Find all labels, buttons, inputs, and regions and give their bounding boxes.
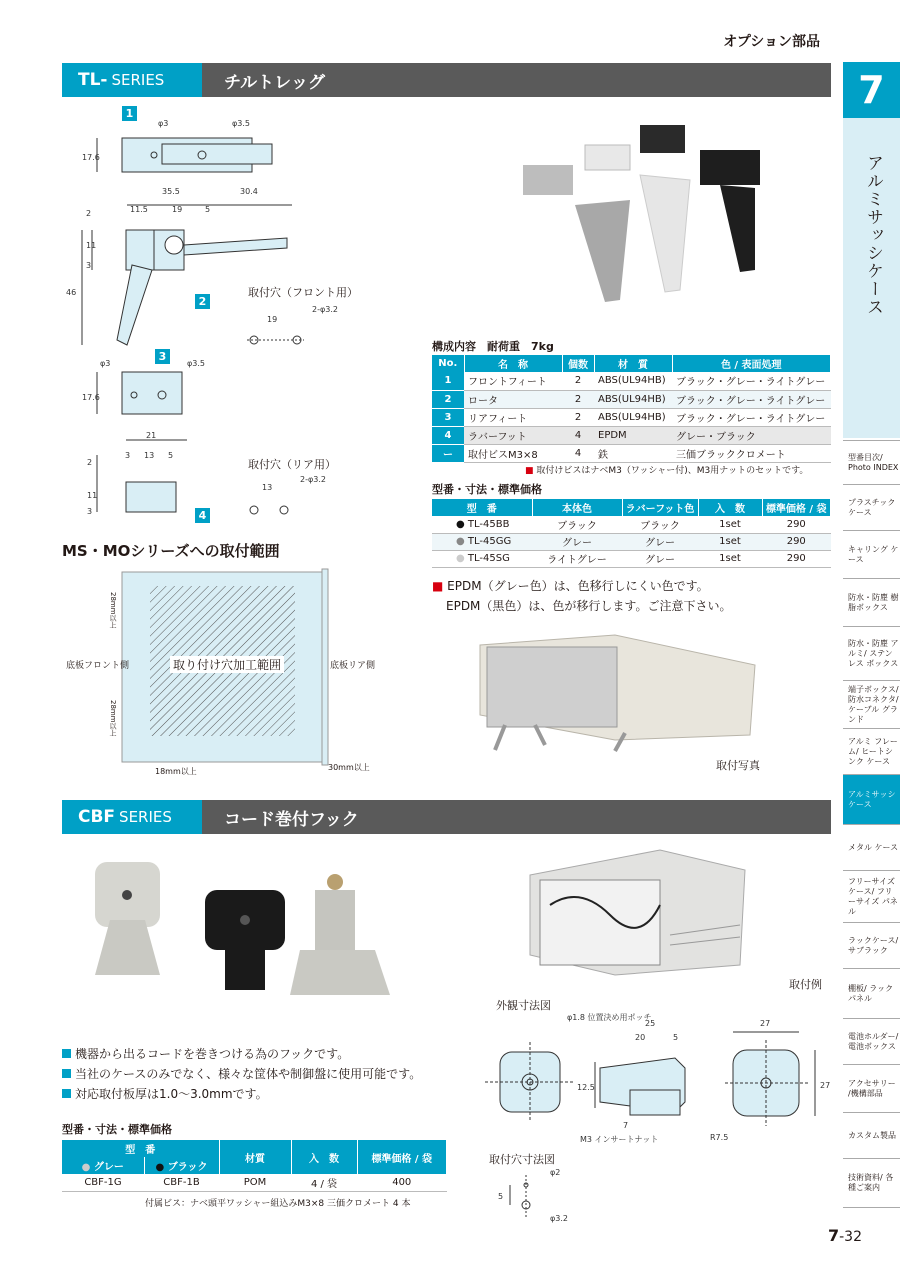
range-w-left-dim: 18mm以上 [155, 767, 197, 776]
nav-plastic-case[interactable]: プラスチック ケース [843, 484, 900, 530]
dim-rear-pitch: 13 [262, 483, 273, 492]
hole-dim-title: 取付穴寸法図 [489, 1153, 555, 1166]
spec-h-qty: 個数 [562, 355, 594, 372]
nav-battery[interactable]: 電池ホルダー/ 電池ボックス [843, 1018, 900, 1064]
range-center-label: 取り付け穴加工範囲 [170, 656, 284, 673]
nav-accessory[interactable]: アクセサリー /機構部品 [843, 1064, 900, 1112]
nav-technical[interactable]: 技術資料/ 各種ご案内 [843, 1158, 900, 1208]
nav-aluminum-sash[interactable]: アルミサッシ ケース [843, 774, 900, 824]
dim-d2-a: 11.5 [130, 205, 148, 214]
table-row: ● TL-45GG グレー グレー 1set 290 [432, 533, 831, 550]
installation-photo [465, 615, 765, 755]
callout-1: 1 [122, 106, 137, 121]
price-header-row: 型 番 本体色 ラバーフット色 入 数 標準価格 / 袋 [432, 499, 831, 516]
table-row: 2 ロータ 2 ABS(UL94HB) ブラック・グレー・ライトグレー [432, 390, 831, 408]
dim-w25: 25 [645, 1019, 656, 1028]
tl-product-photo [515, 120, 815, 320]
dim-w7: 7 [623, 1121, 629, 1130]
page-category: オプション部品 [723, 34, 820, 50]
dim-d1-a: φ3 [158, 119, 169, 128]
range-top-dim: 28mm以上 [109, 592, 117, 629]
dim-d1-b: φ3.5 [232, 119, 250, 128]
dim-d32: φ3.2 [550, 1214, 568, 1223]
epdm-note-2: EPDM（黒色）は、色が移行します。ご注意下さい。 [446, 599, 732, 613]
spec-note: ■ 取付けビスはナベM3（ワッシャー付)、M3用ナットのセットです。 [525, 466, 809, 476]
spec-h-material: 材 質 [594, 355, 672, 372]
range-right-label: 底板リア側 [330, 661, 376, 671]
tl-dimension-drawings [62, 100, 432, 540]
dim-w27: 27 [760, 1019, 771, 1028]
dim-d2-h3: 3 [86, 261, 92, 270]
spec-h-color: 色 / 表面処理 [672, 355, 831, 372]
spec-h-no: No. [432, 355, 464, 372]
nav-waterproof-resin[interactable]: 防水・防塵 樹脂ボックス [843, 578, 900, 626]
callout-3: 3 [155, 349, 170, 364]
table-row: ー 取付ビスM3×8 4 鉄 三価ブラッククロメート [432, 444, 831, 462]
range-bottom-dim: 28mm以上 [109, 700, 117, 737]
cbf-price-table [62, 1140, 447, 1192]
tl-series-tag: TL- SERIES [62, 63, 202, 97]
nav-shelf[interactable]: 棚板/ ラックパネル [843, 968, 900, 1018]
callout-2: 2 [195, 294, 210, 309]
chapter-number: 7 [843, 62, 900, 118]
tl-section-title: チルトレッグ [224, 72, 325, 93]
dim-d2-h1: 2 [86, 209, 92, 218]
epdm-note-1: ■ EPDM（グレー色）は、色移行しにくい色です。 [432, 579, 709, 593]
nav-photo-index[interactable]: 型番目次/ Photo INDEX [843, 440, 900, 484]
mount-rear-label: 取付穴（リア用） [248, 458, 336, 471]
mount-front-label: 取付穴（フロント用） [248, 286, 358, 299]
dim-d2: φ2 [550, 1168, 561, 1177]
range-title: MS・MOシリーズへの取付範囲 [62, 542, 280, 560]
dim-d4-h3: 3 [87, 507, 93, 516]
table-row: 4 ラバーフット 4 EPDM グレー・ブラック [432, 426, 831, 444]
dim-rear-hole: 2-φ3.2 [300, 475, 326, 484]
cbf-price-title: 型番・寸法・標準価格 [62, 1123, 172, 1136]
nav-waterproof-metal[interactable]: 防水・防塵 アルミ/ ステンレス ボックス [843, 626, 900, 680]
bullet-1: 機器から出るコードを巻きつける為のフックです。 [62, 1045, 349, 1062]
dim-r: R7.5 [710, 1133, 729, 1142]
tl-price-title: 型番・寸法・標準価格 [432, 483, 542, 496]
tl-price-table [432, 499, 831, 568]
outer-dim-title: 外観寸法図 [496, 999, 551, 1012]
bullet-3: 対応取付板厚は1.0〜3.0mmです。 [62, 1085, 268, 1102]
composition-title: 構成内容 耐荷重 7kg [432, 340, 554, 353]
tl-section-bar [62, 63, 831, 97]
nav-custom[interactable]: カスタム製品 [843, 1112, 900, 1158]
nav-carrying-case[interactable]: キャリング ケース [843, 530, 900, 578]
dim-d4-c: 5 [168, 451, 174, 460]
spec-h-name: 名 称 [464, 355, 562, 372]
table-row: 3 リアフィート 2 ABS(UL94HB) ブラック・グレー・ライトグレー [432, 408, 831, 426]
cbf-outer-dims-drawing [485, 1010, 840, 1155]
table-row: CBF-1G CBF-1B POM 4 / 袋 400 [62, 1174, 447, 1191]
bullet-2: 当社のケースのみでなく、様々な筐体や制御盤に使用可能です。 [62, 1065, 421, 1082]
dim-d3-b: φ3.5 [187, 359, 205, 368]
nav-free-size[interactable]: フリーサイズ ケース/ フリーサイズ パネル [843, 870, 900, 922]
cbf-section-title: コード巻付フック [224, 809, 359, 830]
callout-4: 4 [195, 508, 210, 523]
dim-d4-h1: 2 [87, 458, 93, 467]
price-subheader-row: ● グレー ● ブラック [62, 1157, 447, 1174]
dim-d2-w1: 35.5 [162, 187, 180, 196]
dim-w5: 5 [673, 1033, 679, 1042]
cbf-product-photo [75, 850, 415, 1010]
dim-w20: 20 [635, 1033, 646, 1042]
cbf-series-tag: CBF SERIES [62, 800, 202, 834]
nav-metal-case[interactable]: メタル ケース [843, 824, 900, 870]
dim-d3-a: φ3 [100, 359, 111, 368]
table-row: ● TL-45SG ライトグレー グレー 1set 290 [432, 550, 831, 567]
dim-d2-c: 5 [205, 205, 211, 214]
dim-d4-a: 3 [125, 451, 131, 460]
dim-front-pitch: 19 [267, 315, 278, 324]
dim-pocket: φ1.8 位置決め用ポッチ [567, 1013, 652, 1022]
dim-h12: 12.5 [577, 1083, 595, 1092]
dim-d2-h2: 11 [86, 241, 97, 250]
chapter-vertical-title: アルミサッシケース [843, 118, 900, 438]
dim-insert: M3 インサートナット [580, 1135, 659, 1144]
table-row: 1 フロントフィート 2 ABS(UL94HB) ブラック・グレー・ライトグレー [432, 372, 831, 390]
cbf-example-photo [520, 845, 755, 980]
spec-header-row [432, 355, 831, 372]
dim-d2-w2: 30.4 [240, 187, 258, 196]
range-left-label: 底板フロント側 [66, 661, 130, 671]
dim-d2-b: 19 [172, 205, 183, 214]
dim-d4-h2: 11 [87, 491, 98, 500]
dim-d4-w: 21 [146, 431, 157, 440]
dim-p5: 5 [498, 1192, 504, 1201]
cbf-footnote: 付属ビス：ナベ頭平ワッシャー組込みM3×8 三価クロメート 4 本 [145, 1199, 411, 1209]
dim-d4-b: 13 [144, 451, 155, 460]
nav-terminal-box[interactable]: 端子ボックス/ 防水コネクタ/ ケーブル グランド [843, 680, 900, 728]
spec-table [432, 355, 831, 463]
cbf-hole-dims-drawing [490, 1165, 590, 1225]
table-row: ● TL-45BB ブラック ブラック 1set 290 [432, 516, 831, 533]
dim-front-hole: 2-φ3.2 [312, 305, 338, 314]
nav-rack-case[interactable]: ラックケース/ サブラック [843, 922, 900, 968]
nav-aluminum-frame[interactable]: アルミ フレーム/ ヒートシンク ケース [843, 728, 900, 774]
dim-d1-h: 17.6 [82, 153, 100, 162]
dim-h27: 27 [820, 1081, 831, 1090]
page-number: 7-32 [827, 1226, 862, 1245]
dim-d2-h4: 46 [66, 288, 77, 297]
range-w-right-dim: 30mm以上 [328, 763, 370, 772]
cbf-section-bar [62, 800, 831, 834]
example-caption: 取付例 [789, 978, 822, 991]
price-header-row: 型 番 材質 入 数 標準価格 / 袋 [62, 1140, 447, 1157]
dim-d3-h: 17.6 [82, 393, 100, 402]
photo-caption: 取付写真 [716, 759, 760, 772]
